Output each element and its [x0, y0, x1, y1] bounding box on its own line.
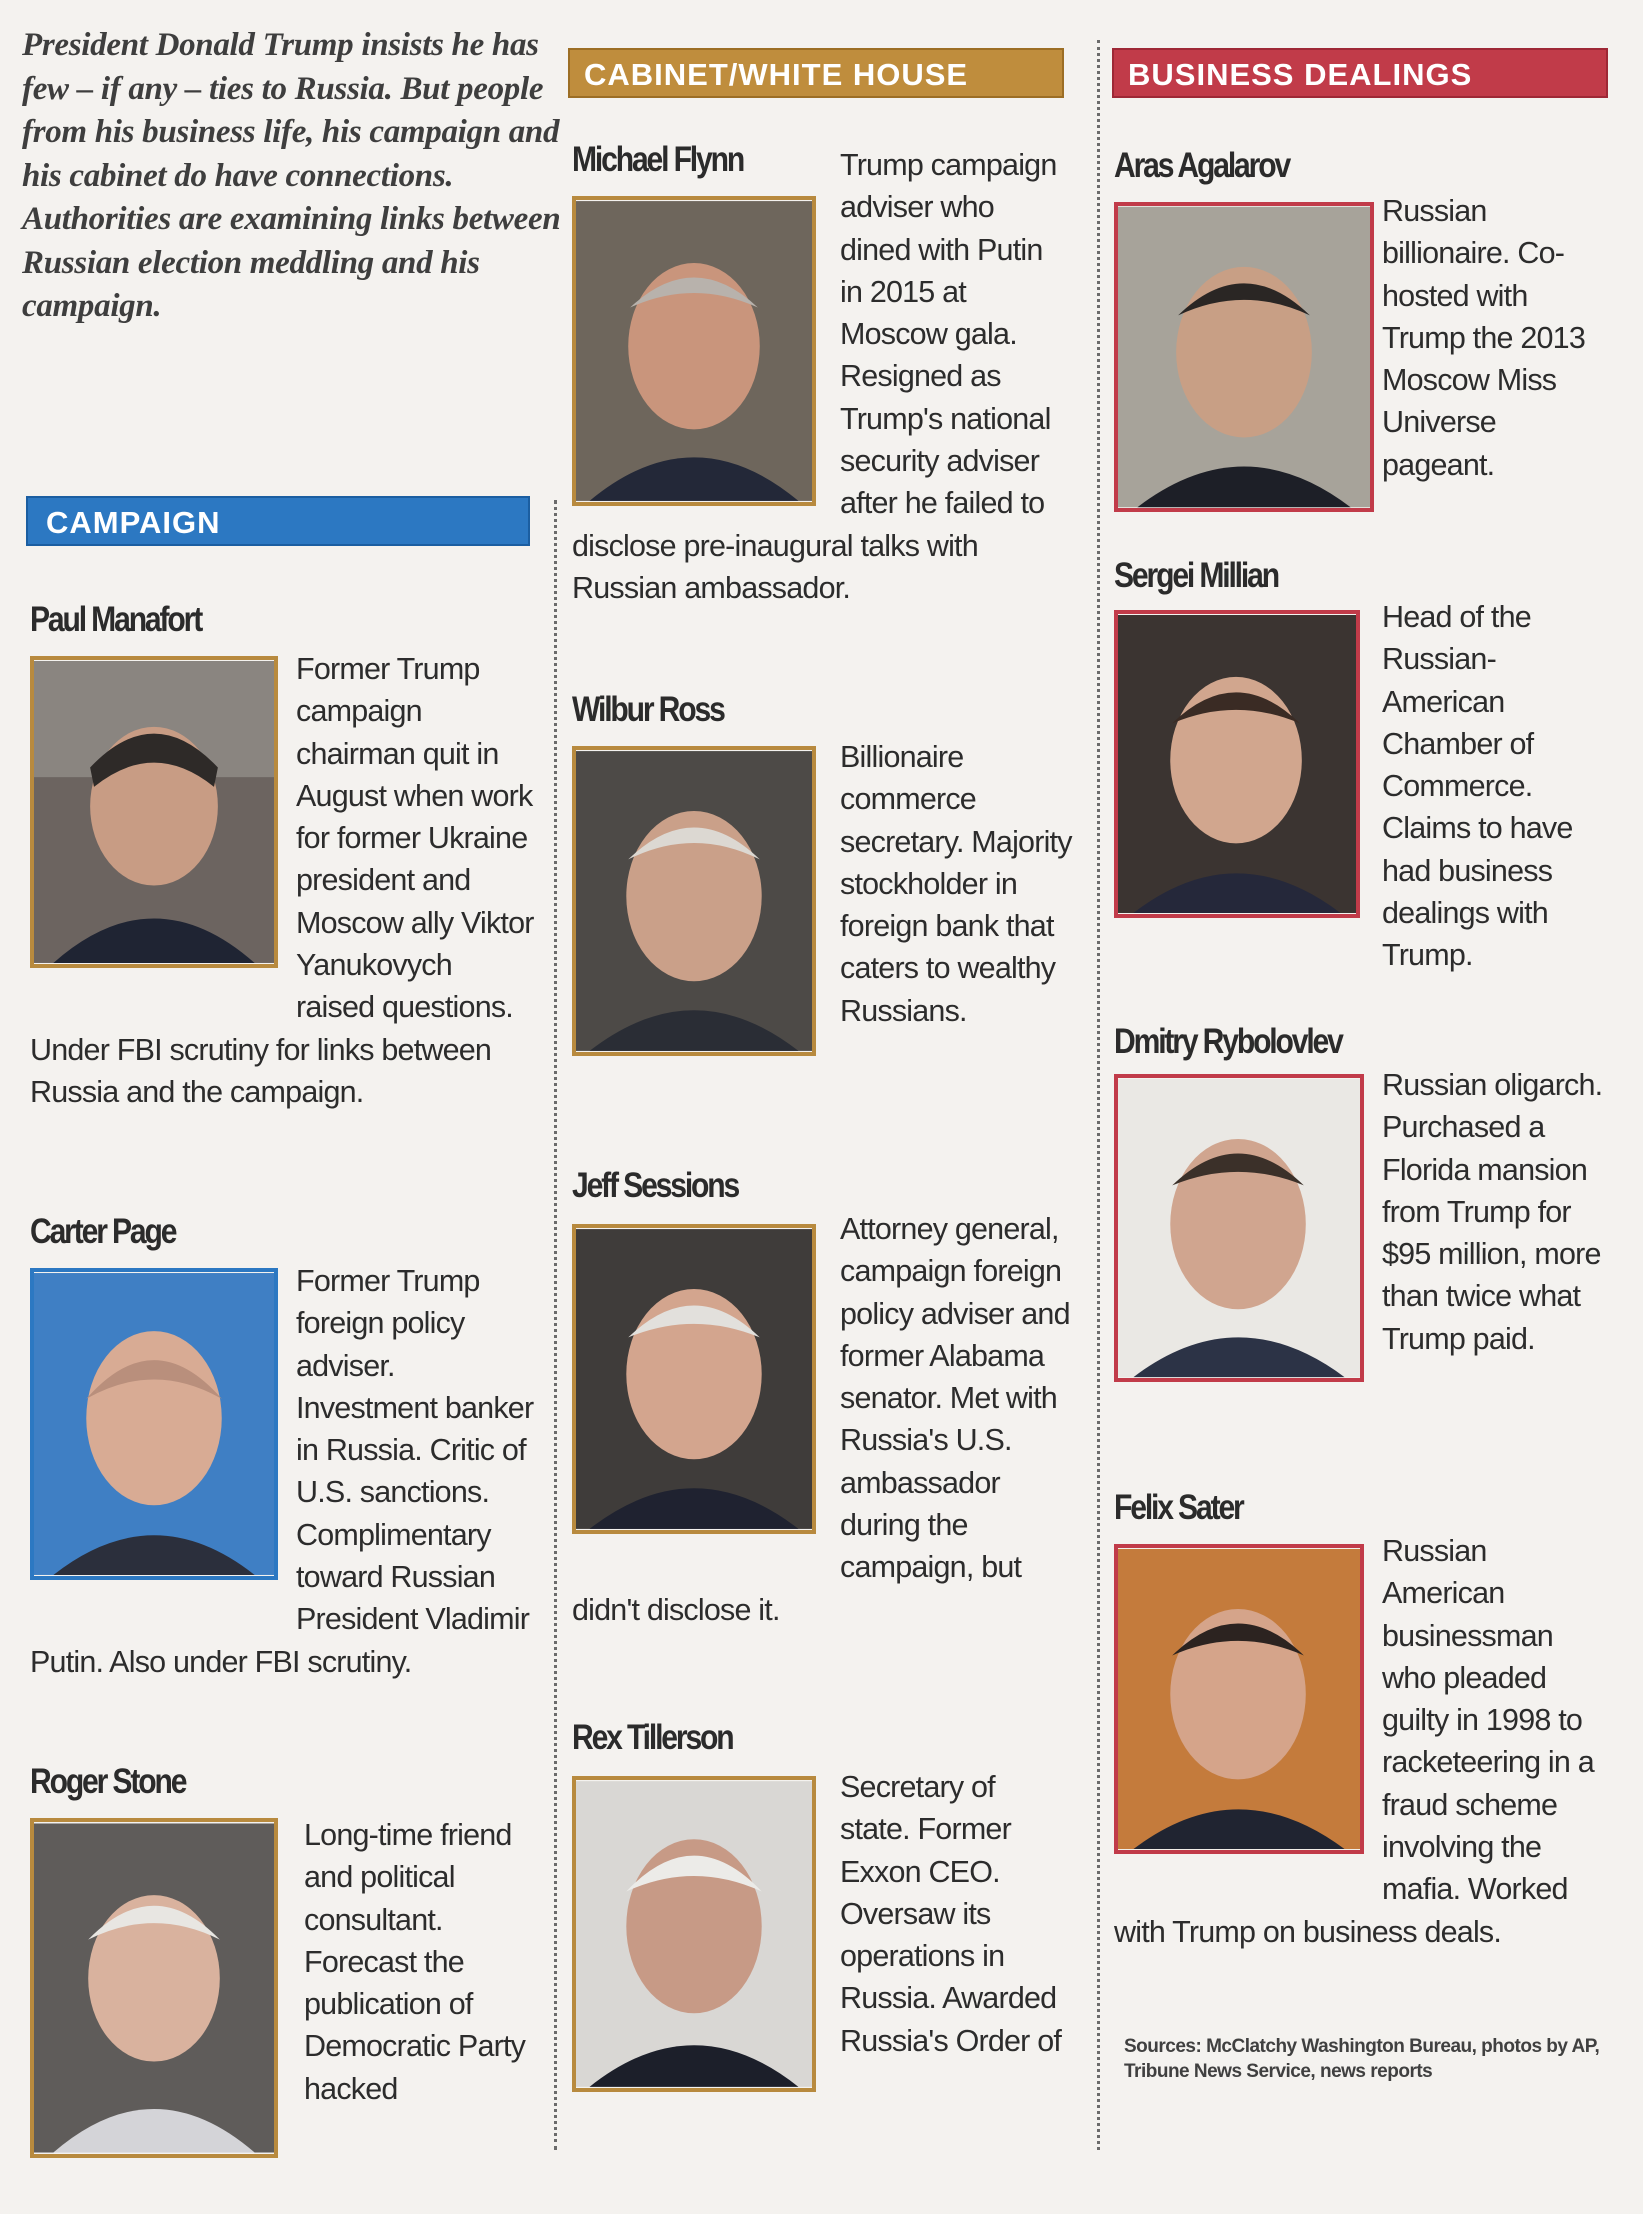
profile-description: Russian American businessman who pleaded guilty in 1998 to racketeering in a fraud scheme involving the mafia. Worked with Trump on business deals. — [1114, 1534, 1594, 1949]
profile-description: Secretary of state. Former Exxon CEO. Oversaw its operations in Russia. Awarded Russia's Order of — [840, 1770, 1062, 2058]
profile-name: Carter Page — [30, 1212, 176, 1251]
profile-name: Rex Tillerson — [572, 1718, 733, 1757]
sources-credit: Sources: McClatchy Washington Bureau, photos by AP, Tribune News Service, news reports — [1124, 2036, 1600, 2082]
profile-name: Paul Manafort — [30, 600, 202, 639]
intro-text: President Donald Trump insists he has few – if any – ties to Russia. But people from his business life, his campaign and his cabinet do have connections. Authorities are examining links between Russian election meddling and his campaign. — [22, 27, 561, 324]
profile-name: Dmitry Rybolovlev — [1114, 1022, 1342, 1061]
profile-name: Sergei Millian — [1114, 556, 1278, 595]
profile-name: Felix Sater — [1114, 1488, 1243, 1527]
profile-description: Long-time friend and political consultant. Forecast the publication of Democratic Party hacked — [304, 1818, 526, 2106]
column-divider-right — [1097, 40, 1100, 2150]
profile-name: Wilbur Ross — [572, 690, 724, 729]
section-header-business: BUSINESS DEALINGS — [1112, 48, 1608, 98]
column-divider-left — [554, 500, 557, 2150]
profile-name: Michael Flynn — [572, 140, 744, 179]
section-header-campaign: CAMPAIGN — [26, 496, 530, 546]
profile-description: Russian oligarch. Purchased a Florida mansion from Trump for $95 million, more than twice what Trump paid. — [1382, 1068, 1603, 1356]
profile-description: Trump campaign adviser who dined with Putin in 2015 at Moscow gala. Resigned as Trump's national security adviser after he failed to disclose pre-inaugural talks with Russian ambassador. — [572, 148, 1057, 605]
profile-name: Roger Stone — [30, 1762, 186, 1801]
profile-description: Former Trump campaign chairman quit in August when work for former Ukraine president and Moscow ally Viktor Yanukovych raised questions. Under FBI scrutiny for links between Russia and the campaign. — [30, 652, 534, 1109]
section-header-cabinet: CABINET/WHITE HOUSE — [568, 48, 1064, 98]
profile-description: Attorney general, campaign foreign policy adviser and former Alabama senator. Met with Russia's U.S. ambassador during the campaign, but didn't disclose it. — [572, 1212, 1070, 1627]
profile-description: Head of the Russian-American Chamber of Commerce. Claims to have had business dealings with Trump. — [1382, 600, 1573, 973]
profile-description: Former Trump foreign policy adviser. Investment banker in Russia. Critic of U.S. sanctions. Complimentary toward Russian President Vladimir Putin. Also under FBI scrutiny. — [30, 1264, 534, 1679]
profile-description: Russian billionaire. Co-hosted with Trump the 2013 Moscow Miss Universe pageant. — [1382, 194, 1585, 482]
profile-description: Billionaire commerce secretary. Majority stockholder in foreign bank that caters to wealthy Russians. — [840, 740, 1072, 1028]
profile-name: Aras Agalarov — [1114, 146, 1290, 185]
profile-name: Jeff Sessions — [572, 1166, 739, 1205]
